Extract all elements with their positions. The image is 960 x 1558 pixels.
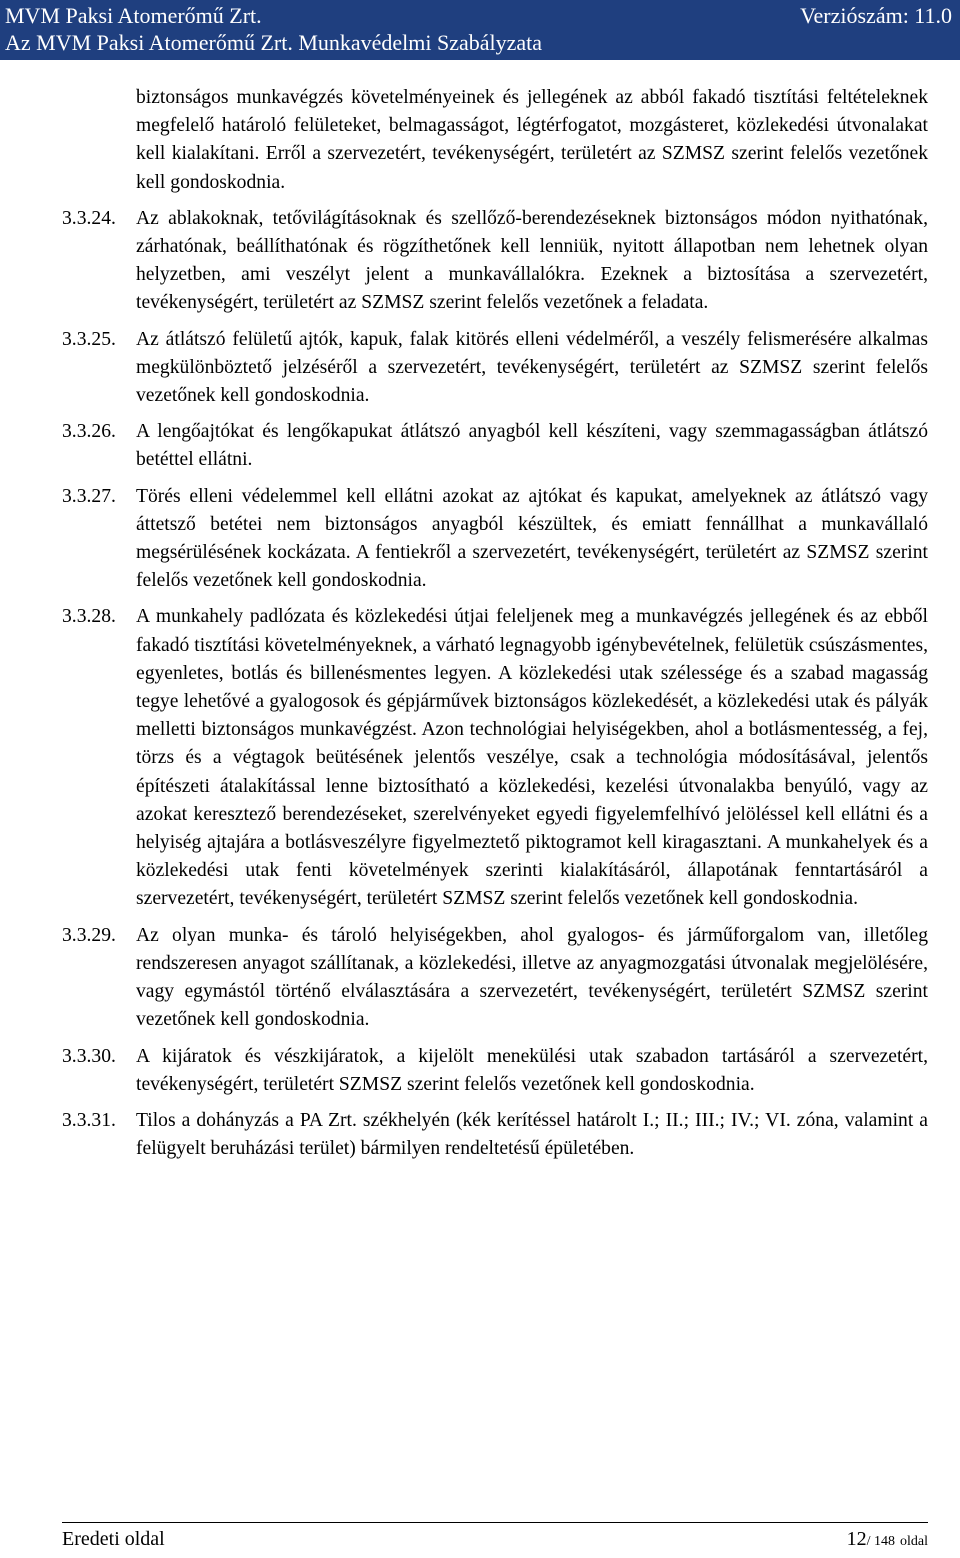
document-body [62, 84, 928, 1163]
page-current: 12 [846, 1528, 867, 1550]
section-number: 3.3.27. [62, 485, 116, 507]
section-3-3-28 [62, 603, 928, 913]
page-total: / 148 [866, 1534, 895, 1549]
section-text: Törés elleni védelemmel kell ellátni azokat az ajtókat és kapukat, amelyeknek az átlátszó vagy áttetsző betétei nem biztonságos anyagból készültek, és emiatt fennállhat a munkavállaló megsérülésének kockázata. A fentiekről a szervezetért, tevékenységért, területért az SZMSZ szerint felelős vezetőnek kell gondoskodnia. [136, 485, 928, 592]
original-page-label: Eredeti oldal [62, 1528, 165, 1550]
section-text: Az átlátszó felületű ajtók, kapuk, falak kitörés elleni védelméről, a veszély felismerésére alkalmas megkülönböztető jelzéséről a szervezetért, tevékenységért, területért az SZMSZ szerint felelős vezetőnek kell gondoskodnia. [136, 328, 928, 407]
section-number: 3.3.24. [62, 207, 116, 229]
section-number: 3.3.28. [62, 606, 116, 628]
section-text: A lengőajtókat és lengőkapukat átlátszó anyagból kell készíteni, vagy szemmagasságban átlátszó betéttel ellátni. [136, 421, 928, 471]
header-row-bottom [5, 29, 952, 57]
document-title: Az MVM Paksi Atomerőmű Zrt. Munkavédelmi Szabályzata [5, 30, 543, 55]
section-3-3-29 [62, 922, 928, 1035]
section-number: 3.3.25. [62, 328, 116, 350]
section-3-3-31 [62, 1107, 928, 1163]
section-text: Az olyan munka- és tároló helyiségekben, ahol gyalogos- és járműforgalom van, illetőleg rendszeresen anyagot szállítanak, a közlekedési, illetve az anyagmozgatási útvonalak megjelölésére, vagy egymástól történő elválasztására a szervezetért, tevékenységért, területért SZMSZ szerint vezetőnek kell gondoskodnia. [136, 924, 928, 1031]
section-number: 3.3.31. [62, 1109, 116, 1131]
section-3-3-25 [62, 326, 928, 411]
page-header [0, 0, 960, 60]
page-suffix: oldal [900, 1534, 928, 1549]
version-number: Verziószám: 11.0 [800, 3, 952, 28]
page-number [847, 1523, 928, 1558]
section-3-3-30 [62, 1043, 928, 1099]
section-text: Tilos a dohányzás a PA Zrt. székhelyén (kék kerítéssel határolt I.; II.; III.; IV.; VI. zóna, valamint a felügyelt beruházási terület) bármilyen rendeltetésű épületében. [136, 1109, 928, 1160]
section-text: A kijáratok és vészkijáratok, a kijelölt menekülési utak szabadon tartásáról a szervezetért, tevékenységért, területért SZMSZ szerint felelős vezetőnek kell gondoskodnia. [136, 1045, 928, 1095]
continuation-paragraph: biztonságos munkavégzés követelményeinek és jellegének az abból fakadó tisztítási feltételeknek megfelelő határoló felületeket, belmagasságot, légtérfogatot, mozgásteret, közlekedési útvonalakat kell kialakítani. Erről a szervezetért, tevékenységért, területért az SZMSZ szerint felelős vezetőnek kell gondoskodnia. [136, 87, 928, 193]
company-name: MVM Paksi Atomerőmű Zrt. [5, 3, 262, 28]
section-text: A munkahely padlózata és közlekedési útjai feleljenek meg a munkavégzés jellegének és az ebből fakadó tisztítási követelményeknek, a várható legnagyobb igénybevételnek, felületük csúszásmentes, egyenletes, botlás és billenésmentes legyen. A közlekedési utak szélessége és a szabad magasság tegye lehetővé a gyalogosok és gépjárművek biztonságos közlekedését, a közlekedési utak és pályák melletti biztonságos munkavégzést. Azon technológiai helyiségekben, ahol a botlásmentesség, a fej, törzs és a végtagok beütésének jelentős veszélye, csak a technológia módosításával, jelentős építészeti átalakítással lenne biztosítható a közlekedési, kezelési útvonalakba benyúló, vagy az azokat keresztező berendezéseket, szerelvényeket egyedi figyelemfelhívó jelöléssel kell ellátni és a helyiség ajtajára a botlásveszélyre figyelmeztető piktogramot kell kiragasztani. A munkahelyek és a közlekedési utak fenti követelmények szerinti kialakításáról, állapotának fenntartásáról a szervezetért, tevékenységért, területért SZMSZ szerint felelős vezetőnek kell gondoskodnia. [136, 606, 928, 910]
section-3-3-26 [62, 418, 928, 474]
page-footer [62, 1522, 928, 1551]
section-number: 3.3.30. [62, 1045, 116, 1067]
header-row-top [5, 2, 952, 30]
section-number: 3.3.29. [62, 924, 116, 946]
section-number: 3.3.26. [62, 421, 116, 443]
section-3-3-27 [62, 483, 928, 596]
section-3-3-24 [62, 205, 928, 318]
section-text: Az ablakoknak, tetővilágításoknak és szellőző-berendezéseknek biztonságos módon nyithatónak, zárhatónak, beállíthatónak és rögzíthetőnek kell lenniük, nyitott állapotban nem lehetnek olyan helyzetben, ami veszélyt jelent a munkavállalókra. Ezeknek a biztosítása a szervezetért, tevékenységért, területért az SZMSZ szerint felelős vezetőnek a feladata. [136, 207, 928, 314]
